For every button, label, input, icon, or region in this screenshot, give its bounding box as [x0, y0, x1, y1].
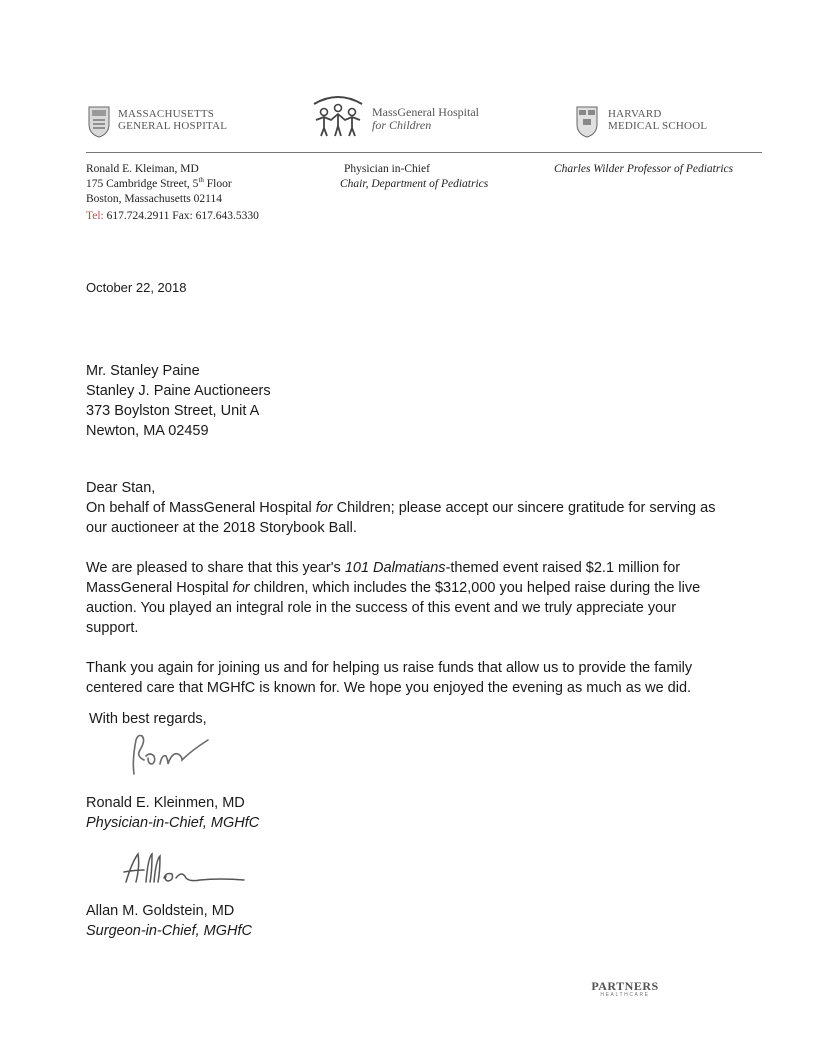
partners-logo-line2: HEALTHCARE [600, 992, 650, 998]
mgh-logo-line1: MASSACHUSETTS [118, 108, 215, 120]
harvard-shield-icon [576, 106, 598, 138]
sender-city: Boston, Massachusetts 02114 [86, 193, 222, 205]
sender-street: 175 Cambridge Street, 5th Floor [86, 176, 232, 190]
mgh-shield-icon [88, 106, 110, 138]
partners-logo-line1: PARTNERS [591, 979, 659, 993]
closing: With best regards, [89, 711, 207, 727]
paragraph-2: We are pleased to share that this year's 101 Dalmatians-themed event raised $2.1 million for MassGeneral Hospital for children, which includes the $312,000 you helped raise during the live auction. You played an integral role in the success of this event and we truly appreciate your support. [86, 560, 701, 636]
signature-allan-image [120, 848, 250, 888]
salutation: Dear Stan, [86, 480, 156, 496]
hms-logo-line2: MEDICAL SCHOOL [608, 120, 708, 132]
hms-logo [576, 104, 746, 140]
sender-phone-fax: Tel: 617.724.2911 Fax: 617.643.5330 [86, 210, 259, 222]
signature-ron-image [120, 730, 220, 780]
signer-2-title: Surgeon-in-Chief, MGHfC [86, 923, 252, 939]
signer-1-name: Ronald E. Kleinmen, MD [86, 795, 245, 811]
recipient-address [86, 361, 271, 441]
paragraph-3: Thank you again for joining us and for helping us raise funds that allow us to provide the family centered care that MGHfC is known for. We hope you enjoyed the evening as much as we did. [86, 660, 693, 696]
signer-1 [86, 793, 259, 833]
sender-name: Ronald E. Kleiman, MD [86, 163, 199, 175]
mghfc-logo [308, 94, 508, 142]
letter-body [86, 478, 715, 698]
paragraph-1: On behalf of MassGeneral Hospital for Children; please accept our sincere gratitude for serving as our auctioneer at the 2018 Storybook Ball. [86, 500, 716, 536]
mgh-logo [88, 104, 248, 140]
mghfc-logo-line2: for Children [372, 118, 432, 132]
partners-healthcare-logo [580, 980, 670, 999]
letterhead-divider [86, 152, 762, 153]
signer-1-title: Physician-in-Chief, MGHfC [86, 815, 260, 831]
recipient-street: 373 Boylston Street, Unit A [86, 403, 260, 419]
recipient-company: Stanley J. Paine Auctioneers [86, 383, 271, 399]
recipient-city: Newton, MA 02459 [86, 423, 209, 439]
letter-date: October 22, 2018 [86, 280, 187, 295]
mghfc-logo-line1: MassGeneral Hospital [372, 105, 479, 119]
sender-address [86, 162, 259, 224]
mgh-logo-line2: GENERAL HOSPITAL [118, 120, 228, 132]
sender-title-chair: Chair, Department of Pediatrics [340, 178, 489, 190]
hms-logo-line1: HARVARD [608, 108, 662, 120]
signer-2 [86, 901, 252, 941]
recipient-name: Mr. Stanley Paine [86, 363, 200, 379]
sender-title-professor: Charles Wilder Professor of Pediatrics [554, 163, 734, 175]
sender-title-physician: Physician in-Chief [344, 163, 430, 175]
children-figures-icon [308, 94, 368, 140]
sender-titles [340, 162, 488, 192]
signer-2-name: Allan M. Goldstein, MD [86, 903, 235, 919]
